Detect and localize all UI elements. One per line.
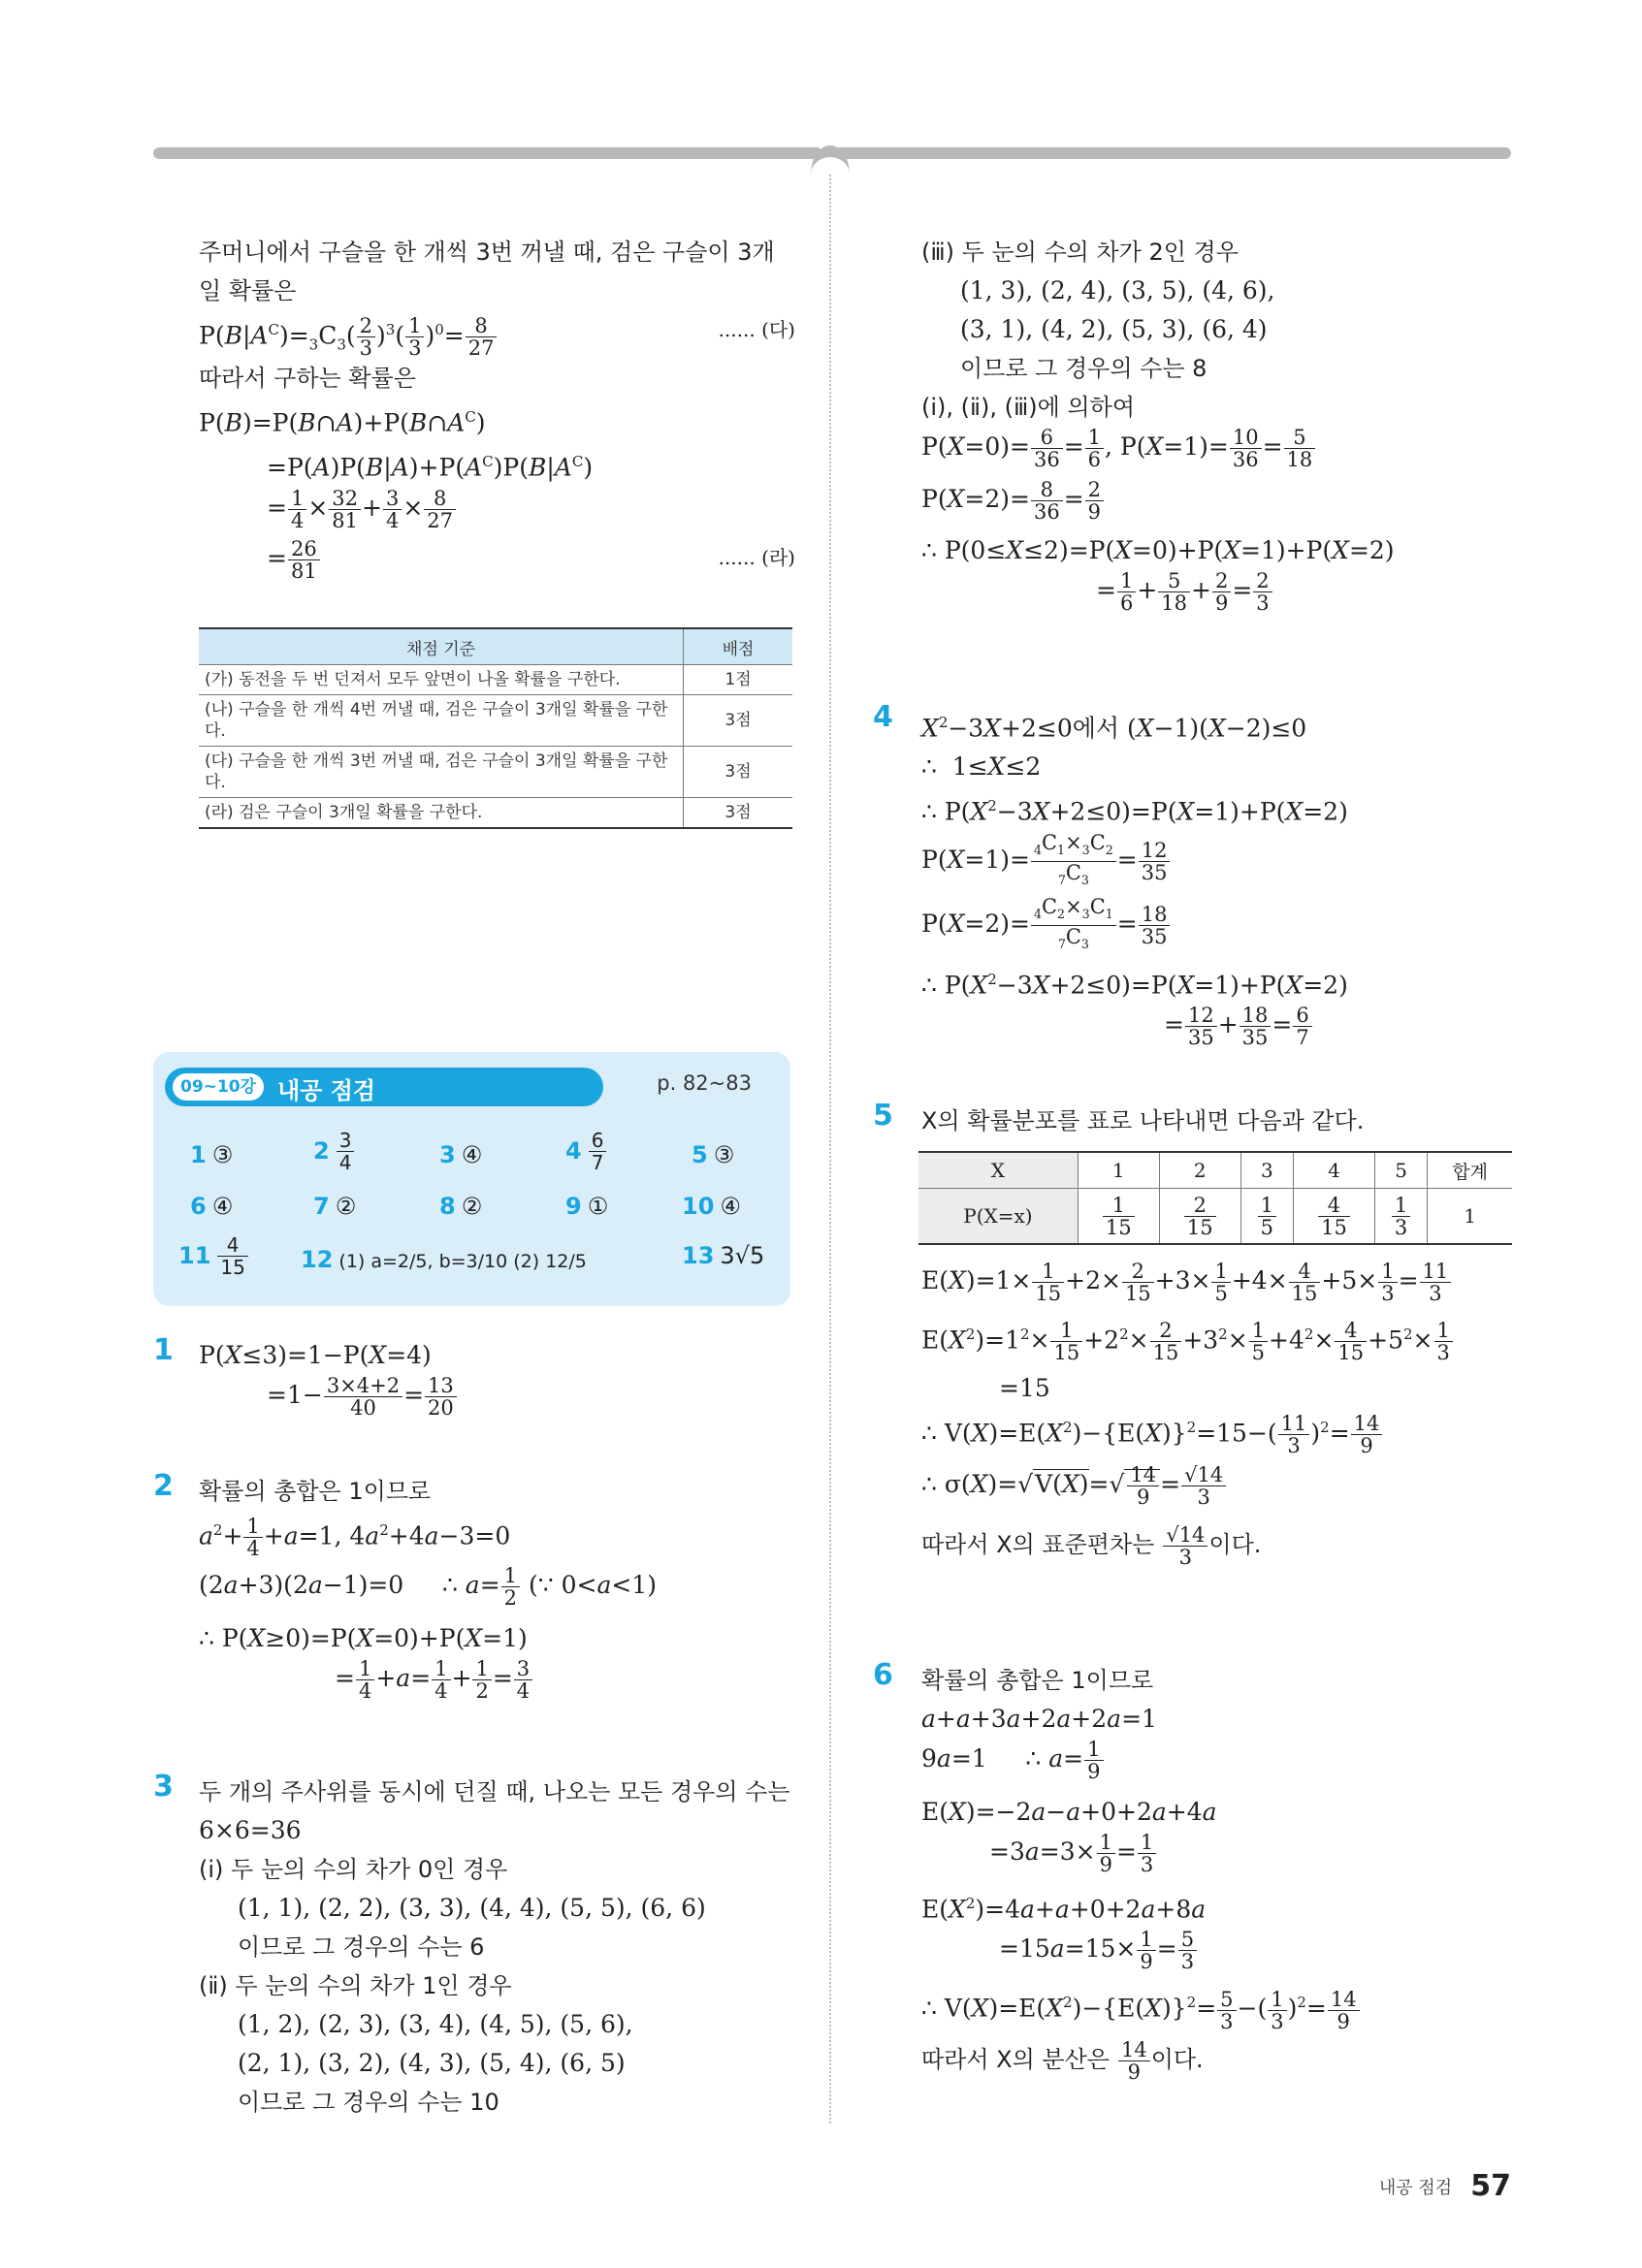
problem-1-solution (199, 1336, 795, 1427)
points-cell: 3점 (684, 798, 793, 829)
criterion-cell: (다) 구슬을 한 개씩 3번 꺼낼 때, 검은 구슬이 3개일 확률을 구한다. (199, 747, 684, 798)
page-range: p. 82~83 (657, 1071, 752, 1095)
text-line: (ⅱ) 두 눈의 수의 차가 1인 경우 (199, 1972, 512, 1999)
table-row (199, 695, 792, 747)
grading-header-criterion: 채점 기준 (199, 628, 684, 665)
grading-table (199, 627, 792, 829)
problem-5-intro (921, 1102, 1503, 1140)
math-line: $P(B|A^C)=_3C_3$( $\frac{2}{3}$ )$^3$( $\frac{1}{3}$ )$^0$= $\frac{8}{27}$ ...... (다) (199, 310, 795, 359)
math-line: = $\frac{1}{6}$ + $\frac{5}{18}$ + $\frac{2}{9}$ = $\frac{2}{3}$ (921, 570, 1484, 623)
table-row (199, 665, 792, 695)
math-line: = $\frac{1}{4}$ +a= $\frac{1}{4}$ + $\frac{1}{2}$ = $\frac{3}{4}$ (199, 1658, 795, 1710)
math-line: P(X≤3)=1−P(X=4) (199, 1341, 432, 1369)
answer-item: 8 ② (439, 1193, 483, 1220)
math-line: (1, 1), (2, 2), (3, 3), (4, 4), (5, 5), (6, 6) (238, 1894, 706, 1922)
answer-item: 13 3√5 (682, 1242, 765, 1269)
math-line: ∴ σ(X)=√V(X)=√ $\frac{14}{9}$ = $\frac{√14}{3}$ (921, 1464, 1513, 1524)
answer-item: 4 $\frac{6}{7}$ (565, 1130, 607, 1173)
table-row-label: P(X=x) (918, 1189, 1078, 1245)
grading-header-points: 배점 (684, 628, 793, 665)
math-line: $X^2-3X+2\le 0$에서 (X−1)(X−2)≤0 (921, 714, 1307, 743)
math-line: (3, 1), (4, 2), (5, 3), (6, 4) (960, 315, 1268, 343)
problem-2-solution (199, 1472, 795, 1710)
table-row (199, 747, 792, 798)
points-cell: 1점 (684, 665, 793, 695)
problem-number: 2 (153, 1469, 174, 1503)
math-line: 6×6=36 (199, 1816, 302, 1844)
table-header-cell: 합계 (1428, 1152, 1512, 1189)
text-line: 일 확률은 (199, 277, 297, 304)
points-cell: 3점 (684, 695, 793, 747)
problem-number: 6 (873, 1658, 893, 1692)
problem-4-solution (921, 703, 1503, 1057)
problem-3-solution (199, 1773, 795, 2122)
math-line: ∴ 1≤X≤2 (921, 752, 1042, 782)
table-header-cell: X (918, 1152, 1078, 1189)
answer-item: 3 ④ (439, 1141, 483, 1168)
lesson-tag: 09~10강 (173, 1073, 264, 1101)
table-header-cell: 2 (1159, 1152, 1240, 1189)
table-header-cell: 4 (1293, 1152, 1374, 1189)
math-line: 따라서 X의 표준편차는 $\frac{√14}{3}$ 이다. (921, 1523, 1262, 1569)
column-divider (829, 175, 831, 2124)
math-line: = $\frac{26}{81}$ ...... (라) (267, 536, 795, 583)
math-line: $E(X^2)=1^2\times$ $\frac{1}{15}$ $+2^2\times$ $\frac{2}{15}$ $+3^2\times$ $\frac{1}{5}$ $+4^2\times$ $\frac{4}{15}$ $+5^2\times$ $\frac{1}{3}$ (921, 1315, 1513, 1369)
math-line: =15 (999, 1374, 1050, 1402)
answer-item: 12 (1) a=2/5, b=3/10 (2) 12/5 (301, 1246, 587, 1273)
text-line: 두 개의 주사위를 동시에 던질 때, 나오는 모든 경우의 수는 (199, 1778, 790, 1805)
math-line: 따라서 X의 분산은 $\frac{14}{9}$ 이다. (921, 2038, 1204, 2085)
math-line: a+a+3a+2a+2a=1 (921, 1705, 1157, 1733)
criterion-cell: (라) 검은 구슬이 3개일 확률을 구한다. (199, 798, 684, 829)
table-cell: $\frac{2}{15}$ (1159, 1189, 1240, 1245)
problem-number: 3 (153, 1770, 174, 1804)
math-line: (1, 3), (2, 4), (3, 5), (4, 6), (960, 276, 1275, 304)
math-line: P(X=1)= $\frac{_4C_1\times_3C_2}{_7C_3}$ = $\frac{12}{35}$ (921, 832, 1503, 896)
math-line: =15a=15× $\frac{1}{9}$ = $\frac{5}{3}$ (921, 1929, 1513, 1983)
math-line: E(X)=−2a−a+0+2a+4a (921, 1798, 1217, 1826)
math-line: (1, 2), (2, 3), (3, 4), (4, 5), (5, 6), (238, 2010, 633, 2038)
math-line: =1− $\frac{3\times 4+2}{40}$ = $\frac{13}{20}$ (199, 1375, 795, 1427)
math-line: ∴ P(0≤X≤2)=P(X=0)+P(X=1)+P(X=2) (921, 536, 1395, 564)
answer-item: 2 $\frac{3}{4}$ (313, 1130, 355, 1173)
right-column-problem-3-continued (921, 233, 1484, 623)
criterion-cell: (나) 구슬을 한 개씩 4번 꺼낼 때, 검은 구슬이 3개일 확률을 구한다. (199, 695, 684, 747)
page-footer (1379, 2169, 1511, 2203)
math-line: = $\frac{12}{35}$ + $\frac{18}{35}$ = $\frac{6}{7}$ (921, 1005, 1503, 1057)
table-cell: 1 (1428, 1189, 1512, 1245)
answer-item: 5 ③ (692, 1141, 735, 1168)
text-line: 주머니에서 구슬을 한 개씩 3번 꺼낼 때, 검은 구슬이 3개 (199, 239, 775, 266)
table-header-cell: 1 (1078, 1152, 1159, 1189)
answer-box (153, 1052, 790, 1306)
table-cell: $\frac{1}{15}$ (1078, 1189, 1159, 1245)
footer-label: 내공 점검 (1378, 2177, 1453, 2198)
math-line: =3a=3× $\frac{1}{9}$ = $\frac{1}{3}$ (921, 1832, 1513, 1884)
math-line: 9a=1 ∴ a= $\frac{1}{9}$ (921, 1739, 1513, 1793)
probability-distribution-table (918, 1151, 1512, 1245)
math-line: $=P(A)P(B|A)+P(A^C)P(B|A^C)$ (267, 453, 594, 482)
points-cell: 3점 (684, 747, 793, 798)
math-line: ∴ $V(X)=E(X^2)-\{E(X)\}^2=15-$( $\frac{11}{3}$ )$^2$= $\frac{14}{9}$ (921, 1408, 1513, 1464)
criterion-cell: (가) 동전을 두 번 던져서 모두 앞면이 나올 확률을 구한다. (199, 665, 684, 695)
marker-d: ...... (라) (718, 545, 795, 569)
marker-c: ...... (다) (718, 318, 795, 341)
problem-6-solution (921, 1661, 1513, 2095)
math-line: (2a+3)(2a−1)=0 ∴ a= $\frac{1}{2}$ (∵ 0<a<1) (199, 1564, 657, 1610)
problem-number: 1 (153, 1333, 174, 1367)
top-binding-bar-left (153, 147, 822, 159)
math-line: P(X=0)= $\frac{6}{36}$ = $\frac{1}{6}$ , P(X=1)= $\frac{10}{36}$ = $\frac{5}{18}$ (921, 427, 1484, 479)
math-line: ∴ $P(X^2-3X+2\le 0)=P(X=1)+P(X=2)$ (921, 797, 1348, 826)
top-binding-bar-right (834, 147, 1511, 159)
answer-item: 6 ④ (190, 1193, 234, 1220)
table-cell: $\frac{1}{5}$ (1240, 1189, 1293, 1245)
math-line: $E(X^2)=4a+a+0+2a+8a$ (921, 1895, 1207, 1924)
table-cell: $\frac{1}{3}$ (1374, 1189, 1427, 1245)
table-row (199, 798, 792, 829)
problem-5-solution (921, 1261, 1513, 1584)
answer-box-title: 내공 점검 (277, 1077, 376, 1104)
math-line: $P(B)=P(B\cap A)+P(B\cap A^C)$ (199, 408, 486, 437)
text-line: (ⅲ) 두 눈의 수의 차가 2인 경우 (921, 239, 1239, 266)
table-cell: $\frac{4}{15}$ (1293, 1189, 1374, 1245)
text-line: 확률의 총합은 1이므로 (921, 1667, 1154, 1694)
problem-number: 4 (873, 700, 893, 734)
text-line: 이므로 그 경우의 수는 8 (960, 355, 1207, 382)
text-line: 이므로 그 경우의 수는 6 (238, 1933, 485, 1961)
text-line: (ⅰ), (ⅱ), (ⅲ)에 의하여 (921, 394, 1136, 421)
text-line: (ⅰ) 두 눈의 수의 차가 0인 경우 (199, 1856, 508, 1883)
text-line: 따라서 구하는 확률은 (199, 365, 416, 392)
answer-item: 7 ② (313, 1193, 357, 1220)
answer-item: 9 ① (565, 1193, 609, 1220)
table-header-cell: 3 (1240, 1152, 1293, 1189)
text-line: X의 확률분포를 표로 나타내면 다음과 같다. (921, 1107, 1365, 1134)
text-line: 확률의 총합은 1이므로 (199, 1478, 432, 1505)
answer-item: 1 ③ (190, 1141, 234, 1168)
math-line: (2, 1), (3, 2), (4, 3), (5, 4), (6, 5) (238, 2049, 626, 2077)
math-line: P(X=2)= $\frac{_4C_2\times_3C_1}{_7C_3}$ = $\frac{18}{35}$ (921, 896, 1503, 960)
math-line: $a^2+$ $\frac{1}{4}$ +a=1, $4a^2+4a-3=0$ (199, 1515, 511, 1561)
math-line: = $\frac{1}{4}$ × $\frac{32}{81}$ + $\frac{3}{4}$ × $\frac{8}{27}$ (199, 488, 795, 538)
answer-item: 11 $\frac{4}{15}$ (178, 1234, 249, 1278)
answer-box-header (165, 1068, 603, 1106)
text-line: 이므로 그 경우의 수는 10 (238, 2089, 499, 2116)
answer-item: 10 ④ (682, 1193, 741, 1220)
page-number: 57 (1470, 2169, 1511, 2203)
math-line: ∴ $P(X^2-3X+2\le 0)=P(X=1)+P(X=2)$ (921, 970, 1348, 999)
math-line: ∴ P(X≥0)=P(X=0)+P(X=1) (199, 1624, 528, 1652)
table-header-cell: 5 (1374, 1152, 1427, 1189)
left-column-solution (199, 233, 795, 589)
math-line: E(X)=1× $\frac{1}{15}$ +2× $\frac{2}{15}$ +3× $\frac{1}{5}$ +4× $\frac{4}{15}$ +5× $\frac{1}{3}$ = $\frac{11}{3}$ (921, 1261, 1513, 1315)
math-line: ∴ $V(X)=E(X^2)-\{E(X)\}^2=$ $\frac{5}{3}$ −( $\frac{1}{3}$ )$^2$= $\frac{14}{9}$ (921, 1983, 1513, 2039)
problem-number: 5 (873, 1099, 893, 1133)
math-line: P(X=2)= $\frac{8}{36}$ = $\frac{2}{9}$ (921, 479, 1484, 531)
